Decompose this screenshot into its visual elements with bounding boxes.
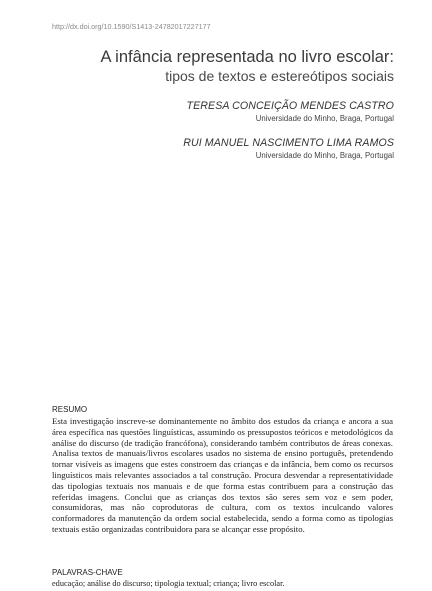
title-block — [54, 48, 394, 85]
abstract-heading: RESUMO — [52, 405, 88, 414]
article-subtitle: tipos de textos e estereótipos sociais — [165, 68, 394, 84]
abstract-body — [52, 416, 393, 535]
author-entry — [54, 137, 394, 161]
keywords-heading: PALAVRAS-CHAVE — [52, 568, 123, 577]
author-affiliation: Universidade do Minho, Braga, Portugal — [255, 114, 394, 123]
author-entry — [54, 100, 394, 124]
keywords-list: educação; análise do discurso; tipologia textual; criança; livro escolar. — [52, 579, 285, 588]
doi-link[interactable]: http://dx.doi.org/10.1590/S1413-24782017227177 — [52, 22, 211, 31]
author-name: RUI MANUEL NASCIMENTO LIMA RAMOS — [183, 137, 394, 149]
article-title: A infância representada no livro escolar: — [100, 48, 394, 66]
author-name: TERESA CONCEIÇÃO MENDES CASTRO — [186, 100, 394, 112]
abstract-paragraph: Esta investigação inscreve-se dominantemente no âmbito dos estudos da criança e ancora a sua área específica nas questões linguísticas, assumindo os pressupostos teóricos e metodológicos da análise do discurso (de tradição francófona), considerando também contributos de áreas conexas. Analisa textos de manuais/livros escolares usados no sistema de ensino português, pretendendo tornar visíveis as imagens que estes constroem das crianças e da infância, bem como os recursos linguísticos mais relevantes associados a tal construção. Procura desvendar a representatividade das tipologias textuais nos manuais e de que forma estas contribuem para a construção das referidas imagens. Conclui que as crianças dos textos são seres sem voz e sem poder, consumidoras, mas não coprodutoras de cultura, com os textos inculcando valores conformadores da manutenção da ordem social estabelecida, sendo a forma como as tipologias textuais estão organizadas contribuidora para se alcançar esse propósito. — [52, 416, 393, 534]
author-affiliation: Universidade do Minho, Braga, Portugal — [255, 151, 394, 160]
